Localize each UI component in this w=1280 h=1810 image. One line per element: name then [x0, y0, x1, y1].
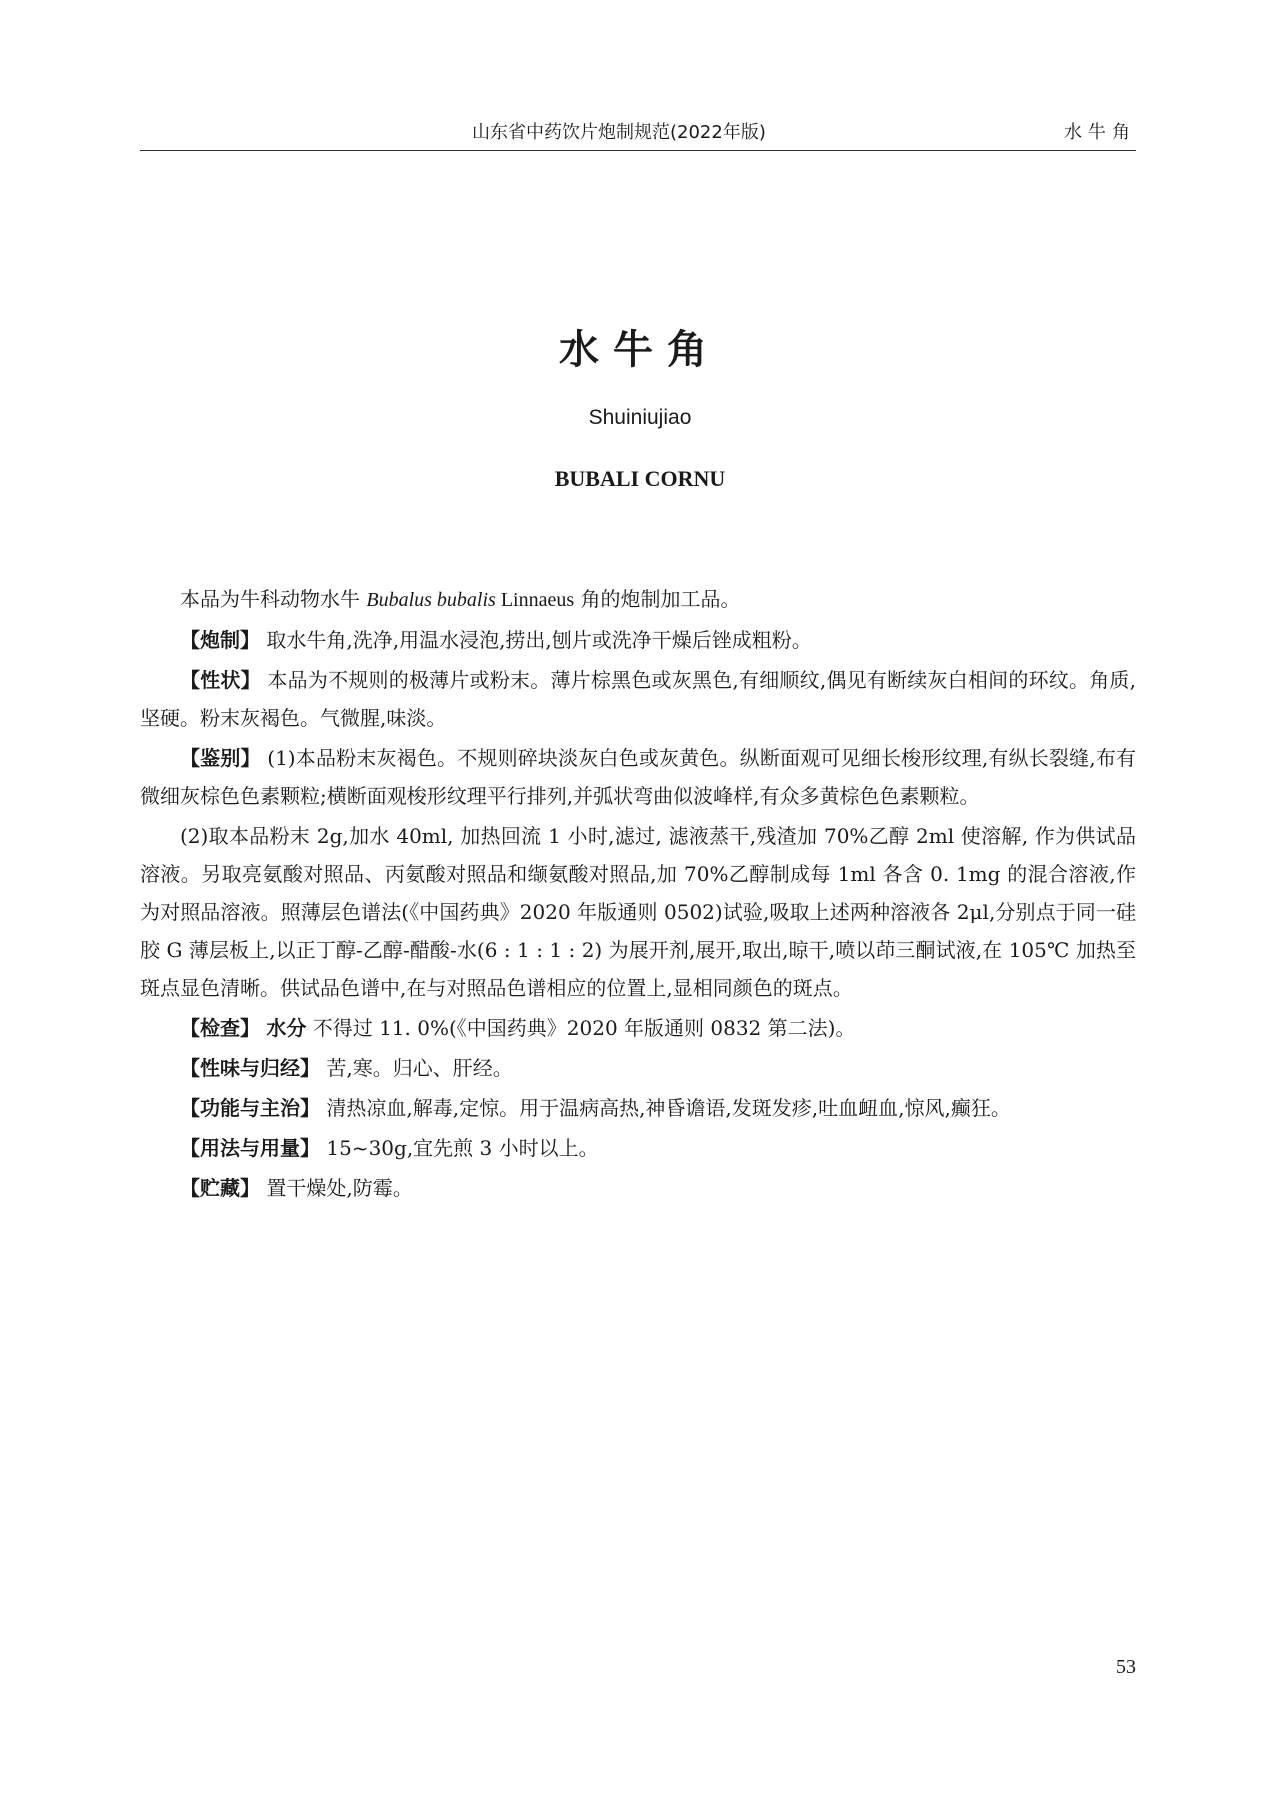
storage-text: 置干燥处,防霉。 [266, 1176, 413, 1200]
identification-item-2: (2)取本品粉末 2g,加水 40ml, 加热回流 1 小时,滤过, 滤液蒸干,残渣加 70%乙醇 2ml 使溶解, 作为供试品溶液。另取亮氨酸对照品、丙氨酸对照品和缬氨酸对照品,加 70%乙醇制成每 1ml 各含 0. 1mg 的混合溶液,作为对照品溶液。照薄层色谱法(《中国药典》2020 年版通则 0502)试验,吸取上述两种溶液各 2μl,分别点于同一硅胶 G 薄层板上,以正丁醇-乙醇-醋酸-水(6 : 1 : 1 : 2) 为展开剂,展开,取出,晾干,喷以茚三酮试液,在 105℃ 加热至斑点显色清晰。供试品色谱中,在与对照品色谱相应的位置上,显相同颜色的斑点。 [140, 824, 1136, 1000]
storage-label: 【贮藏】 [180, 1176, 260, 1200]
description-text: 本品为不规则的极薄片或粉末。薄片棕黑色或灰黑色,有细顺纹,偶见有断续灰白相间的环纹。角质,坚硬。粉末灰褐色。气微腥,味淡。 [140, 668, 1137, 730]
header-rule [140, 150, 1136, 151]
function-indication-label: 【功能与主治】 [180, 1096, 320, 1120]
processing-paragraph [140, 621, 1136, 659]
function-indication-text: 清热凉血,解毒,定惊。用于温病高热,神昏谵语,发斑发疹,吐血衄血,惊风,癫狂。 [326, 1096, 1011, 1120]
page-number: 53 [1116, 1656, 1136, 1678]
usage-dosage-label: 【用法与用量】 [180, 1136, 320, 1160]
entry-title: 水牛角 [559, 327, 721, 373]
function-indication-paragraph [140, 1089, 1136, 1127]
inspection-paragraph [140, 1009, 1136, 1047]
entry-pinyin: Shuiniujiao [588, 406, 692, 429]
usage-dosage-paragraph [140, 1129, 1136, 1167]
intro-suffix: 角的炮制加工品。 [574, 587, 741, 611]
nature-meridian-text: 苦,寒。归心、肝经。 [326, 1056, 513, 1080]
intro-species: Bubalus bubalis [366, 589, 496, 611]
nature-meridian-paragraph [140, 1049, 1136, 1087]
inspection-text: 不得过 11. 0%(《中国药典》2020 年版通则 0832 第二法)。 [312, 1016, 856, 1040]
monograph-body [140, 580, 1136, 1209]
inspection-label: 【检查】 [180, 1016, 260, 1040]
running-head-entry-name: 水牛角 [1064, 122, 1136, 143]
processing-text: 取水牛角,洗净,用温水浸泡,捞出,刨片或洗净干燥后锉成粗粉。 [266, 628, 812, 652]
inspection-sublabel: 水分 [266, 1016, 307, 1040]
nature-meridian-label: 【性味与归经】 [180, 1056, 320, 1080]
storage-paragraph [140, 1169, 1136, 1207]
processing-label: 【炮制】 [180, 628, 260, 652]
usage-dosage-text: 15~30g,宜先煎 3 小时以上。 [326, 1136, 599, 1160]
identification-item-1: (1)本品粉末灰褐色。不规则碎块淡灰白色或灰黄色。纵断面观可见细长梭形纹理,有纵长裂缝,布有微细灰棕色色素颗粒;横断面观梭形纹理平行排列,并弧状弯曲似波峰样,有众多黄棕色色素颗粒。 [140, 746, 1137, 808]
running-head [140, 114, 1136, 148]
intro-prefix: 本品为牛科动物水牛 [180, 587, 367, 611]
intro-paragraph [140, 580, 1136, 619]
running-head-book-title: 山东省中药饮片炮制规范(2022年版) [472, 122, 766, 143]
intro-author: Linnaeus [495, 589, 575, 611]
entry-latin-name: BUBALI CORNU [554, 466, 726, 491]
description-paragraph [140, 661, 1136, 737]
identification-label: 【鉴别】 [180, 746, 261, 770]
identification-paragraph-1 [140, 739, 1136, 815]
identification-paragraph-2 [140, 817, 1136, 1007]
description-label: 【性状】 [180, 668, 261, 692]
